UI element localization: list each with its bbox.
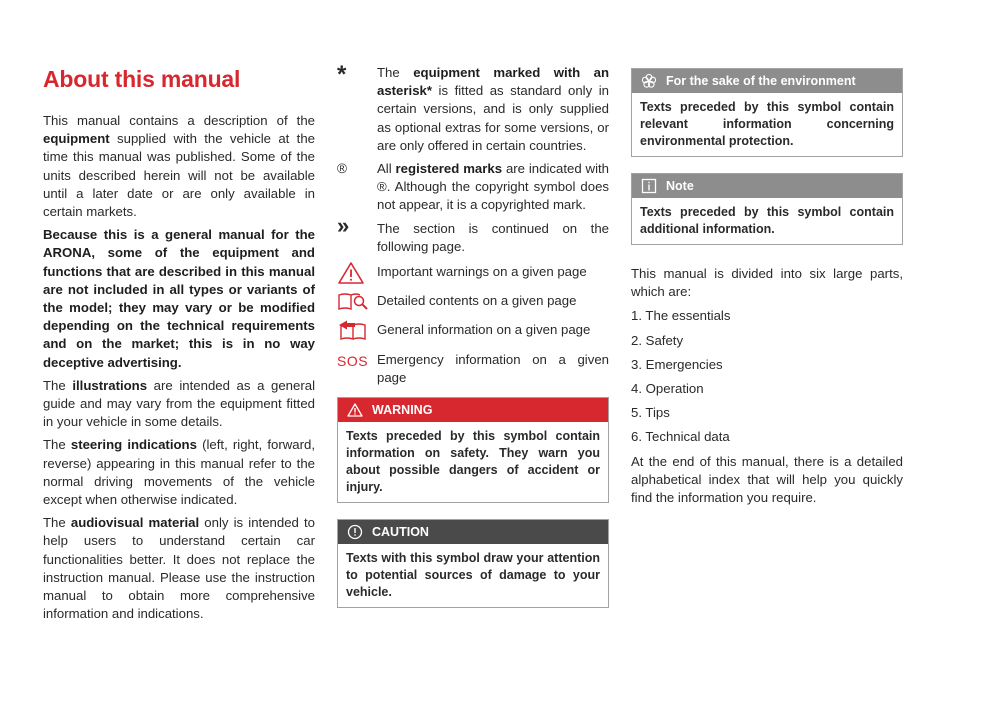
info-icon [641, 178, 657, 194]
parts-intro: This manual is divided into six large parts, which are: [631, 266, 903, 300]
legend-contents: Detailed contents on a given page [337, 290, 609, 310]
registered-icon: ® [337, 161, 347, 177]
double-chevron-icon: » [337, 212, 350, 238]
caution-icon [347, 524, 363, 540]
column-middle [337, 61, 610, 608]
caution-text: Texts with this symbol draw your attention to potential sources of damage to your vehicle. [346, 551, 600, 600]
legend-general: General information on a given page [337, 319, 609, 339]
parts-list [631, 307, 903, 446]
note-label: Note [666, 178, 694, 193]
asterisk-entry: * The equipment marked with an asterisk* is fitted as standard only in certain versions, and is only supplied as optional extras for some versions, or are only offered in certain countries. [337, 61, 610, 153]
paragraph-steering: The steering indications (left, right, forward, reverse) appearing in this manual refer to the normal driving movements of the vehicle except when otherwise indicated. [43, 437, 315, 508]
book-arrow-icon [337, 319, 371, 341]
paragraph-audiovisual: The audiovisual material only is intended to help users to understand certain car functionalities better. It does not replace the instruction manual. Please use the instruction manual to obtain more comprehensive information and indications. [43, 515, 315, 622]
environment-text: Texts preceded by this symbol contain relevant information concerning environmental protection. [640, 100, 894, 148]
continued-entry: » The section is continued on the following page. [337, 212, 609, 254]
legend-warning: Important warnings on a given page [337, 261, 609, 281]
list-item: 2. Safety [631, 332, 684, 348]
paragraph-equipment: This manual contains a description of the equipment supplied with the vehicle at the time this manual was published. Some of the units described herein will not be available until a later date or are only available in certain markets. [43, 113, 315, 220]
index-note: At the end of this manual, there is a detailed alphabetical index that will help you quickly find the information you require. [631, 453, 903, 506]
registered-entry: ® All registered marks are indicated with ®. Although the copyright symbol does not appear, it is a copyrighted mark. [337, 161, 610, 213]
caution-box [337, 519, 609, 608]
list-item: 4. Operation [631, 381, 704, 397]
warning-box [337, 397, 609, 503]
column-left [43, 64, 315, 628]
warning-triangle-icon [337, 261, 371, 283]
caution-label: CAUTION [372, 524, 429, 539]
warning-label: WARNING [372, 402, 433, 417]
warning-icon [347, 402, 363, 418]
flower-icon [641, 73, 657, 89]
book-magnifier-icon [337, 290, 371, 312]
warning-text: Texts preceded by this symbol contain information on safety. They warn you about possible dangers of accident or injury. [346, 429, 600, 495]
list-item: 5. Tips [631, 405, 670, 421]
sos-icon: SOS [337, 352, 369, 369]
environment-label: For the sake of the environment [666, 73, 856, 88]
environment-box [631, 68, 903, 157]
list-item: 6. Technical data [631, 429, 730, 445]
note-box [631, 173, 903, 245]
asterisk-icon: * [337, 61, 347, 88]
legend-emergency: SOS Emergency information on a given page [337, 351, 609, 385]
list-item: 3. Emergencies [631, 356, 723, 372]
note-text: Texts preceded by this symbol contain additional information. [640, 205, 894, 236]
list-item: 1. The essentials [631, 308, 731, 324]
paragraph-illustrations: The illustrations are intended as a general guide and may vary from the equipment fitted in your vehicle in some details. [43, 377, 315, 430]
paragraph-general-manual: Because this is a general manual for the ARONA, some of the equipment and functions that are described in this manual are not included in all types or variants of the model; they may vary or be modified depending on the technical requirements and on the market; this is in no way deceptive advertising. [43, 227, 315, 370]
column-right [631, 64, 903, 512]
page-title: About this manual [43, 66, 241, 92]
